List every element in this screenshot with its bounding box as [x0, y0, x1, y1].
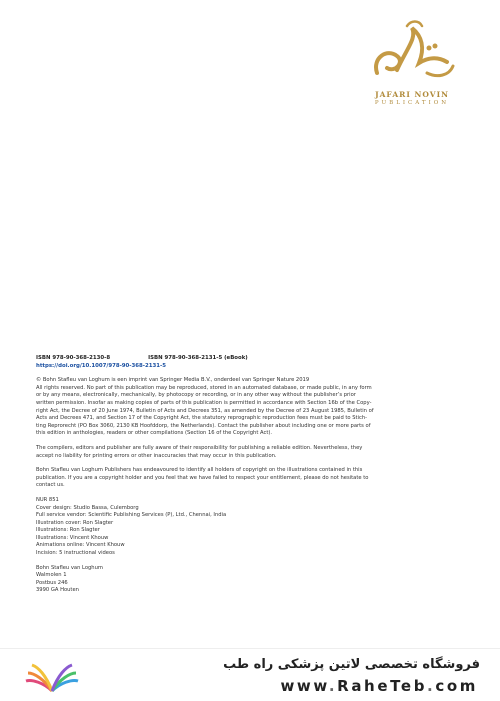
copyright-line: ting Reprorecht (PO Box 3060, 2130 KB Hoofddorp, the Netherlands). Contact the publisher about including one or more parts of	[36, 422, 371, 429]
address-line: Postbus 246	[36, 579, 68, 586]
credit-line: Cover design: Studio Bassa, Culemborg	[36, 504, 139, 511]
address-line: 3990 GA Houten	[36, 587, 79, 594]
credit-line: Illustration cover: Ron Slagter	[36, 519, 114, 526]
rights-line: publication. If you are a copyright holder and you feel that we have failed to respect your entitlement, please do not hesitate to	[36, 474, 369, 481]
copyright-page	[36, 355, 386, 595]
liability-notice	[36, 445, 386, 460]
doi-link[interactable]: https://doi.org/10.1007/978-90-368-2131-5	[36, 362, 167, 369]
liability-line: The compilers, editors and publisher are fully aware of their responsibility for publishing a reliable edition. Nevertheless, they	[36, 444, 363, 451]
store-url[interactable]	[280, 677, 478, 695]
publisher-subtitle: PUBLICATION	[374, 100, 450, 106]
store-persian-name: فروشگاه تخصصی لاتین پزشکی راه طب	[223, 657, 480, 672]
isbn-print: ISBN 978-90-368-2130-8	[36, 355, 111, 361]
calligraphy-logo-icon	[367, 18, 457, 88]
copyright-line: right Act, the Decree of 20 June 1974, Bulletin of Acts and Decrees 351, as amended by the Decree of 23 August 1985, Bulletin of	[36, 407, 374, 414]
copyright-notice	[36, 377, 386, 438]
copyright-line: or by any means, electronically, mechanically, by photocopy or recording, or in any other way without the publisher’s prior	[36, 392, 356, 399]
copyright-line: © Bohn Stafleu van Loghum is een imprint van Springer Media B.V., onderdeel van Springer Nature 2019	[36, 377, 310, 384]
credit-line: Illustrations: Vincent Khouw	[36, 534, 109, 541]
credit-line: Incision: 5 instructional videos	[36, 550, 115, 557]
credit-line: Full service vendor: Scientific Publishing Services (P), Ltd., Chennai, India	[36, 512, 227, 519]
rights-line: contact us.	[36, 482, 65, 489]
url-part: RaheTeb	[337, 677, 428, 695]
store-footer-banner	[0, 648, 500, 701]
copyright-line: this edition in anthologies, readers or other compilations (Section 16 of the Copyright Act).	[36, 430, 273, 437]
credit-line: Animations online: Vincent Khouw	[36, 542, 125, 549]
address-line: Bohn Stafleu van Loghum	[36, 564, 103, 571]
publisher-logo	[352, 18, 472, 106]
liability-line: accept no liability for printing errors or other inaccuracies that may occur in this publication.	[36, 452, 277, 459]
isbn-ebook: ISBN 978-90-368-2131-5 (eBook)	[148, 355, 248, 361]
url-part: com	[435, 677, 478, 695]
url-part: www	[280, 677, 329, 695]
copyright-line: All rights reserved. No part of this publication may be reproduced, stored in an automated database, or made public, in any form	[36, 384, 372, 391]
publisher-name: JAFARI NOVIN	[375, 90, 449, 99]
address-line: Walmolen 1	[36, 572, 67, 579]
copyright-line: written permission. Insofar as making copies of parts of this publication is permitted in accordance with Section 16b of the Copy-	[36, 399, 372, 406]
rights-notice	[36, 467, 386, 490]
publisher-address	[36, 565, 386, 595]
rights-line: Bohn Stafleu van Loghum Publishers has endeavoured to identify all holders of copyright on the illustrations contained in this	[36, 467, 363, 474]
credits	[36, 497, 386, 558]
copyright-line: Acts and Decrees 471, and Section 17 of the Copyright Act, the statutory reprographic reproduction fees must be paid to Stich-	[36, 415, 368, 422]
url-separator: .	[328, 677, 338, 695]
url-separator: .	[427, 677, 436, 695]
credit-line: NUR 851	[36, 496, 59, 503]
credit-line: Illustrations: Ron Slagter	[36, 527, 100, 534]
isbn-row	[36, 355, 386, 363]
open-book-icon	[22, 653, 82, 697]
